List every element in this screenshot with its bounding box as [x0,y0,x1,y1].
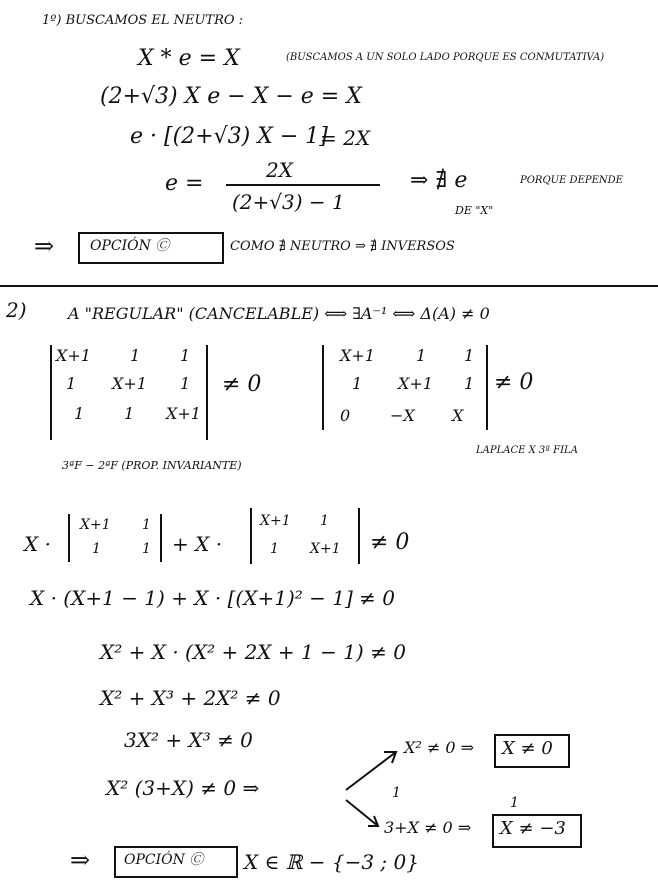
matrix1-cell: 1 [124,404,135,423]
minor2-cell: X+1 [310,541,341,557]
equation-line-2: (2+√3) X e − X − e = X [100,84,362,109]
minor2-cell: X+1 [260,513,291,529]
minor1-cell: 1 [142,517,151,533]
conclusion-arrow-1: ⇒ [34,232,55,260]
final-arrow: ⇒ [70,846,91,874]
matrix2-cell: 1 [416,346,427,365]
minor1-cell: 1 [92,541,101,557]
equation-line-3: e · [(2+√3) X − 1] [130,124,328,149]
no-neutral-result: ⇒ ∄ e [410,168,468,193]
matrix2-cell: X [452,406,464,425]
matrix1-cell: 1 [66,374,77,393]
matrix1-cell: 1 [180,374,191,393]
matrix1-cell: X+1 [166,404,201,423]
conclusion-text-1: COMO ∄ NEUTRO ⇒ ∄ INVERSOS [230,239,455,254]
matrix2-cell: 1 [464,346,475,365]
expansion-not-zero: ≠ 0 [370,530,410,555]
equation-line-4-lhs: e = [165,171,204,196]
expansion-plus: + X · [172,532,223,556]
matrix2-cell: 0 [340,406,351,425]
expansion-prefix-1: X · [24,532,51,556]
matrix1-cell: 1 [180,346,191,365]
matrix1-cell: X+1 [56,346,91,365]
branch-mark-1: 1 [392,785,401,801]
laplace-note: LAPLACE X 3ª FILA [476,445,578,456]
matrix1-not-zero: ≠ 0 [222,372,262,397]
final-solution-set: X ∈ ℝ − {−3 ; 0} [244,850,419,874]
simplification-step-5: 3X² + X³ ≠ 0 [124,728,253,752]
minor1-cell: X+1 [80,517,111,533]
part2-number: 2) [6,298,27,322]
minor1-cell: 1 [142,541,151,557]
reason-line-a: PORQUE DEPENDE [520,175,623,186]
minor2-cell: 1 [320,513,329,529]
simplification-step-4: X² + X³ + 2X² ≠ 0 [100,686,281,710]
matrix1-cell: 1 [130,346,141,365]
matrix2-cell: X+1 [340,346,375,365]
reason-line-b: DE "X" [455,204,494,217]
simplification-step-3: X² + X · (X² + 2X + 1 − 1) ≠ 0 [100,640,406,664]
simplification-step-2: X · (X+1 − 1) + X · [(X+1)² − 1] ≠ 0 [30,586,395,610]
branch-mark-2: 1 [510,795,519,811]
neutral-equation: X * e = X [138,46,240,71]
part1-heading: 1º) BUSCAMOS EL NEUTRO : [42,13,244,28]
matrix1-cell: 1 [74,404,85,423]
matrix2-cell: X+1 [398,374,433,393]
row-operation-note: 3ªF − 2ªF (PROP. INVARIANTE) [62,459,242,472]
option-c-label-2: OPCIÓN Ⓒ [124,852,204,868]
regular-statement: A "REGULAR" (CANCELABLE) ⟺ ∃A⁻¹ ⟺ Δ(A) ≠ 0 [68,304,490,323]
branch-1-result: X ≠ 0 [502,738,553,759]
option-c-label-1: OPCIÓN Ⓒ [90,238,170,254]
matrix2-cell: 1 [352,374,363,393]
matrix2-cell: −X [390,406,415,425]
commutative-note: (BUSCAMOS A UN SOLO LADO PORQUE ES CONMUTATIVA) [286,52,605,63]
fraction-denominator: (2+√3) − 1 [232,190,345,214]
matrix1-cell: X+1 [112,374,147,393]
minor2-cell: 1 [270,541,279,557]
matrix2-not-zero: ≠ 0 [494,370,534,395]
branch-2-result: X ≠ −3 [500,818,566,839]
branch-2-condition: 3+X ≠ 0 ⇒ [384,818,472,837]
factored-expression: X² (3+X) ≠ 0 ⇒ [106,776,260,800]
fraction-numerator: 2X [266,158,293,182]
equation-line-3-rhs: = 2X [320,126,371,150]
branch-1-condition: X² ≠ 0 ⇒ [404,738,475,757]
matrix2-cell: 1 [464,374,475,393]
